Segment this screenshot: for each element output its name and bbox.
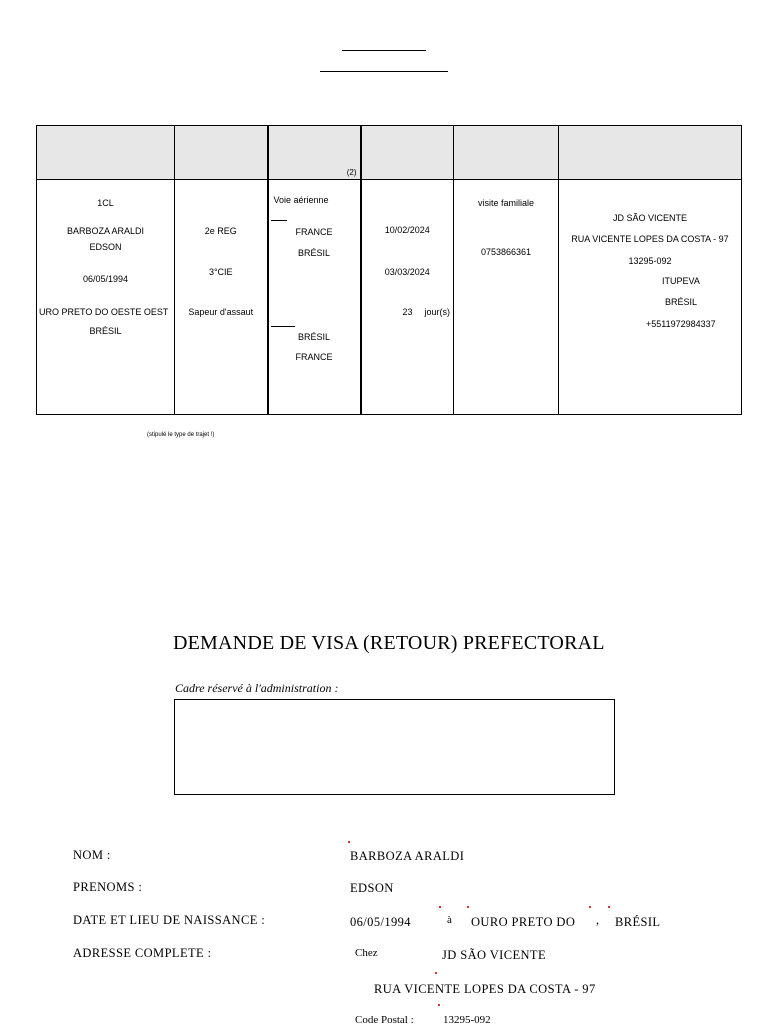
grade: 1CL [97,198,114,208]
header-cell-2 [175,126,268,180]
value-postal-label: Code Postal : [355,1014,414,1026]
role: Sapeur d'assaut [188,307,254,317]
route-cell [268,180,361,415]
value-address-1: JD SÃO VICENTE [442,948,546,962]
label-prenoms: PRENOMS : [73,880,143,894]
address-cell [559,180,742,415]
date-start: 10/02/2024 [384,225,430,235]
date-end: 03/03/2024 [384,267,430,277]
unit-cell [175,180,268,415]
duration-unit: jour(s) [424,307,451,317]
address-line-2: RUA VICENTE LOPES DA COSTA - 97 [571,234,729,244]
header-cell-6 [559,126,742,180]
reason-cell [454,180,559,415]
field-marker [439,906,441,908]
company: 3°CIE [208,267,233,277]
header-cell-3 [268,126,361,180]
header-cell-4 [361,126,454,180]
admin-label: Cadre réservé à l'administration : [175,681,339,695]
travel-table [36,125,742,415]
value-birth-city: OURO PRETO DO [471,915,576,929]
admin-box [174,699,615,795]
label-naissance: DATE ET LIEU DE NAISSANCE : [73,913,266,927]
label-adresse: ADRESSE COMPLETE : [73,946,212,960]
address-line-3: 13295-092 [628,256,672,266]
outbound-from: FRANCE [295,227,333,237]
address-line-1: JD SÃO VICENTE [612,213,687,223]
field-marker [589,906,591,908]
route-note: (stipulé le type de trajet !) [147,432,215,438]
value-chez: Chez [355,947,378,959]
name-line-1: BARBOZA ARALDI [66,226,145,236]
return-from: BRÉSIL [297,332,330,342]
field-marker [438,1004,440,1006]
birth-date: 06/05/1994 [82,274,129,284]
value-comma: , [596,913,600,927]
value-nom: BARBOZA ARALDI [350,849,465,863]
header-rule-1 [342,50,426,51]
outbound-to: BRÉSIL [297,248,330,258]
value-at: à [447,914,452,926]
duration: 23 [402,307,413,317]
regiment: 2e REG [204,226,237,236]
return-dash [271,326,295,327]
field-marker [435,972,437,974]
return-to: FRANCE [295,352,333,362]
value-birth-country: BRÉSIL [615,915,661,929]
birth-place: URO PRETO DO OESTE OEST [39,307,169,317]
address-line-5: BRÉSIL [665,297,698,307]
dates-cell [361,180,454,415]
header-cell-1 [37,126,175,180]
table-header-row [37,126,742,180]
header-note: (2) [346,168,357,177]
phone: 0753866361 [480,247,532,257]
header-rule-2 [320,71,448,72]
reason: visite familiale [477,198,535,208]
value-birth-date: 06/05/1994 [350,915,411,929]
field-marker [348,841,350,843]
field-marker [467,906,469,908]
form-title: DEMANDE DE VISA (RETOUR) PREFECTORAL [173,632,605,654]
value-prenoms: EDSON [350,881,394,895]
address-line-4: ITUPEVA [662,276,700,286]
identity-cell [37,180,175,415]
outbound-dash [271,220,287,221]
table-data-row [37,180,742,415]
name-line-2: EDSON [89,242,122,252]
birth-country: BRÉSIL [89,326,122,336]
field-marker [608,906,610,908]
value-postal-code: 13295-092 [443,1014,491,1026]
address-line-6: +5511972984337 [646,319,716,329]
value-address-2: RUA VICENTE LOPES DA COSTA - 97 [374,982,596,996]
header-cell-5 [454,126,559,180]
label-nom: NOM : [73,848,111,862]
travel-mode: Voie aérienne [273,195,329,205]
